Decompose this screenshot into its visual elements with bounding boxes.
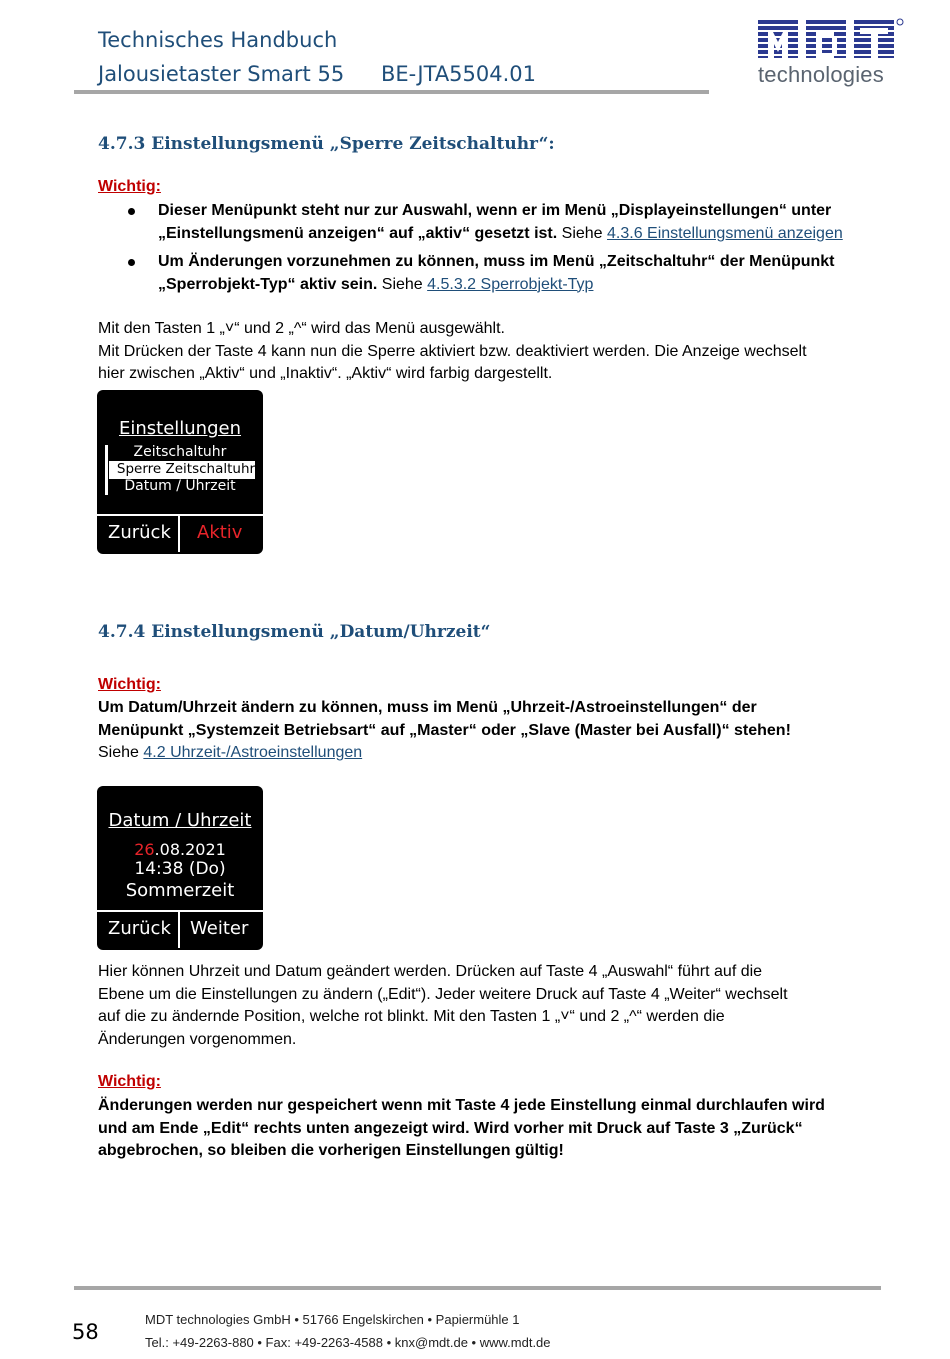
season-display: Sommerzeit xyxy=(125,880,235,901)
link-uhrzeit-astroeinstellungen[interactable]: 4.2 Uhrzeit-/Astroeinstellungen xyxy=(143,744,363,761)
bullet-item-1: Dieser Menüpunkt steht nur zur Auswahl, wenn er im Menü „Displayeinstellungen“ unter „Einstellungsmenü anzeigen“ auf „aktiv“ gesetzt ist. Siehe 4.3.6 Einstellungsmenü anzeigen xyxy=(158,202,843,242)
footer-divider xyxy=(74,1286,881,1290)
logo-tagline: technologies xyxy=(758,62,884,87)
paragraph-warning-speichern: Änderungen werden nur gespeichert wenn mit Taste 4 jede Einstellung einmal durchlaufen wird und am Ende „Edit“ rechts unten angezeigt wird. Wird vorher mit Druck auf Taste 3 „Zurück“ abgebrochen, so bleiben die vorherigen Einstellungen gültig! xyxy=(98,1097,825,1159)
warning-label: Wichtig: xyxy=(98,676,161,693)
section-heading-4-7-3: 4.7.3 Einstellungsmenü „Sperre Zeitschaltuhr“: xyxy=(98,134,555,154)
screen-button-divider xyxy=(178,912,180,948)
date-display: 26.08.2021 xyxy=(134,840,226,859)
screen-title: Einstellungen xyxy=(118,418,242,439)
bullet-item-2: Um Änderungen vorzunehmen zu können, muss im Menü „Zeitschaltuhr“ der Menüpunkt „Sperrobjekt-Typ“ aktiv sein. Siehe 4.5.3.2 Sperrobjekt-Typ xyxy=(158,253,835,293)
footer-contact: Tel.: +49-2263-880 • Fax: +49-2263-4588 • knx@mdt.de • www.mdt.de xyxy=(145,1335,551,1350)
date-day: 26 xyxy=(134,840,155,859)
paragraph-warning-datum: Um Datum/Uhrzeit ändern zu können, muss im Menü „Uhrzeit-/Astroeinstellungen“ der Menüpunkt „Systemzeit Betriebsart“ auf „Master“ oder „Slave (Master bei Ausfall)“ stehen! Siehe 4.2 Uhrzeit-/Astroeinstellungen xyxy=(98,699,791,761)
paragraph-section2: Hier können Uhrzeit und Datum geändert werden. Drücken auf Taste 4 „Auswahl“ führt auf die Ebene um die Einstellungen zu ändern („Edit“). Jeder weitere Druck auf Taste 4 „Weiter“ wechselt auf die zu ändernde Position, welche rot blinkt. Mit den Tasten 1 „˅“ und 2 „^“ werden die Änderungen vorgenommen. xyxy=(98,963,788,1048)
product-code: BE-JTA5504.01 xyxy=(381,62,537,86)
product-name: Jalousietaster Smart 55 xyxy=(98,62,345,86)
page-number: 58 xyxy=(72,1320,99,1344)
bullet-icon xyxy=(128,259,135,266)
screen-divider xyxy=(97,514,263,516)
screen-divider xyxy=(97,910,263,912)
display-screen-einstellungen xyxy=(97,390,263,554)
menu-item-datum-uhrzeit: Datum / Uhrzeit xyxy=(124,478,236,494)
paragraph-section1: Mit den Tasten 1 „˅“ und 2 „^“ wird das Menü ausgewählt. Mit Drücken der Taste 4 kann nun die Sperre aktiviert bzw. deaktiviert werden. Die Anzeige wechselt hier zwischen „Aktiv“ und „Inaktiv“. „Aktiv“ wird farbig dargestellt. xyxy=(98,320,807,382)
link-sperrobjekt-typ[interactable]: 4.5.3.2 Sperrobjekt-Typ xyxy=(427,275,594,293)
document-title: Technisches Handbuch xyxy=(98,28,338,52)
warning-label: Wichtig: xyxy=(98,178,161,195)
menu-item-sperre-zeitschaltuhr: Sperre Zeitschaltuhr xyxy=(116,461,256,477)
link-einstellungsmenu-anzeigen[interactable]: 4.3.6 Einstellungsmenü anzeigen xyxy=(607,224,843,242)
section-heading-4-7-4: 4.7.4 Einstellungsmenü „Datum/Uhrzeit“ xyxy=(98,622,491,642)
footer-address: MDT technologies GmbH • 51766 Engelskirchen • Papiermühle 1 xyxy=(145,1312,520,1327)
menu-item-zeitschaltuhr: Zeitschaltuhr xyxy=(133,444,227,460)
button-zurueck: Zurück xyxy=(108,918,171,939)
button-zurueck: Zurück xyxy=(108,522,171,543)
screen-button-divider xyxy=(178,516,180,552)
warning-label: Wichtig: xyxy=(98,1073,161,1090)
display-screen-datum-uhrzeit xyxy=(97,786,263,950)
button-weiter: Weiter xyxy=(190,918,249,939)
button-aktiv: Aktiv xyxy=(197,522,243,543)
header-divider xyxy=(74,90,709,94)
bullet-icon xyxy=(128,208,135,215)
screen-title: Datum / Uhrzeit xyxy=(108,810,252,831)
time-display: 14:38 (Do) xyxy=(134,859,226,879)
